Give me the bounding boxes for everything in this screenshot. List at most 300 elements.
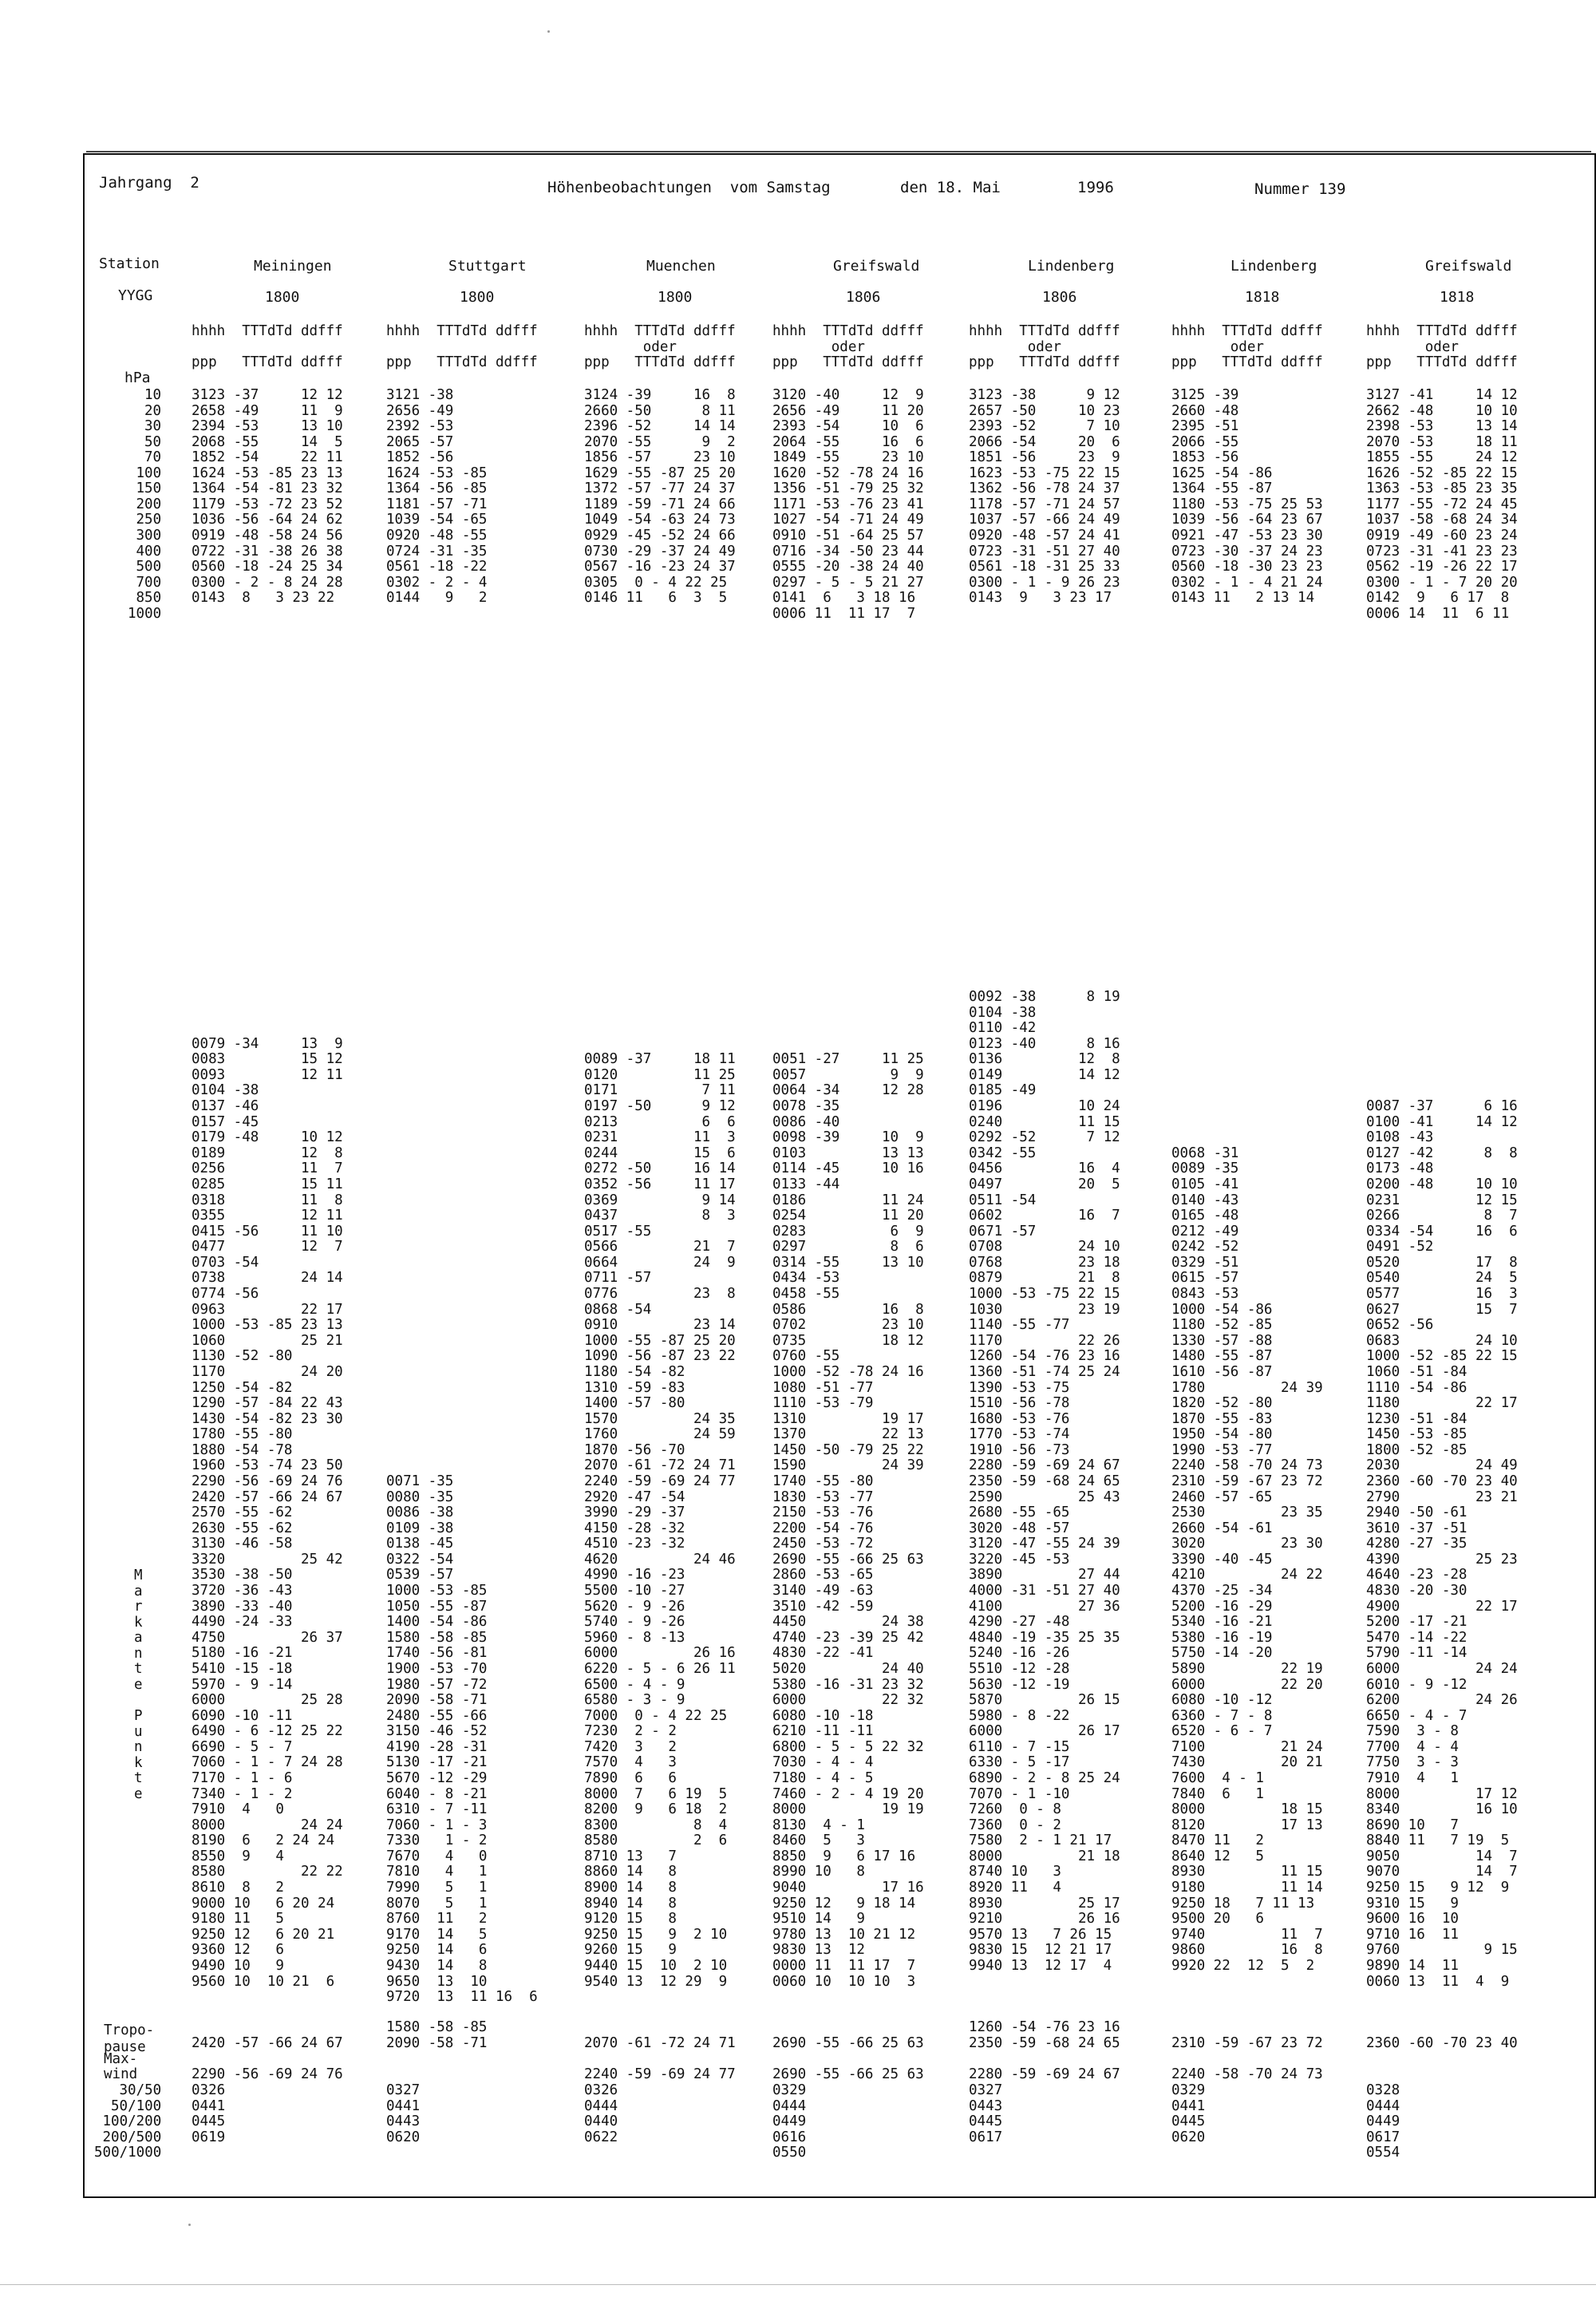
- column-header: hhhh TTTdTd ddfff: [772, 323, 924, 339]
- sig-level-row: 0093 12 11: [192, 1066, 343, 1083]
- std-level-row: 1629 -55 -87 25 20: [584, 465, 736, 481]
- sig-level-row: 0000 11 11 17 7: [772, 1957, 916, 1974]
- sig-level-row: 1000 -53 -75 22 15: [969, 1286, 1120, 1303]
- sig-level-row: 0355 12 11: [192, 1208, 343, 1224]
- std-level-row: 2070 -55 9 2: [584, 433, 736, 450]
- sig-level-row: 0586 16 8: [772, 1301, 924, 1318]
- sig-level-row: 6330 - 5 -17: [969, 1754, 1070, 1771]
- sig-level-row: 0434 -53: [772, 1270, 840, 1287]
- sig-level-row: 1110 -54 -86: [1366, 1379, 1468, 1396]
- sig-level-row: 1390 -53 -75: [969, 1379, 1070, 1396]
- sig-level-row: 5180 -16 -21: [192, 1645, 293, 1662]
- sig-level-row: 7170 - 1 - 6: [192, 1770, 293, 1786]
- station-name: Lindenberg: [1231, 258, 1317, 275]
- sig-level-row: 0254 11 20: [772, 1208, 924, 1224]
- sig-level-row: 0114 -45 10 16: [772, 1160, 924, 1177]
- column-header: oder: [1171, 338, 1264, 355]
- sig-level-row: 2360 -60 -70 23 40: [1366, 1473, 1518, 1489]
- sig-level-row: 1450 -53 -85: [1366, 1426, 1468, 1443]
- std-level-row: 1852 -56: [386, 449, 454, 466]
- sig-level-row: 7420 3 2: [584, 1738, 677, 1755]
- column-header: oder: [969, 338, 1061, 355]
- station-time: 1800: [265, 289, 300, 306]
- std-level-row: 1037 -58 -68 24 34: [1366, 512, 1518, 528]
- column-header: hhhh TTTdTd ddfff: [1366, 323, 1518, 339]
- std-level-row: 0910 -51 -64 25 57: [772, 527, 924, 544]
- sig-level-row: 3020 23 30: [1171, 1536, 1323, 1552]
- maxwind-row: 0441: [1171, 2097, 1206, 2114]
- sig-level-row: 0285 15 11: [192, 1176, 343, 1192]
- column-header: oder: [1366, 338, 1459, 355]
- sig-level-row: 0173 -48: [1366, 1160, 1434, 1177]
- sig-level-row: 7100 21 24: [1171, 1738, 1323, 1755]
- sig-level-row: 1960 -53 -74 23 50: [192, 1457, 343, 1474]
- sig-level-row: 0329 -51: [1171, 1254, 1239, 1271]
- station-name: Meiningen: [254, 258, 332, 275]
- sig-level-row: 0322 -54: [386, 1551, 454, 1568]
- sig-level-row: 1870 -56 -70: [584, 1441, 685, 1458]
- sig-level-row: 4150 -28 -32: [584, 1520, 685, 1536]
- sig-level-row: 1310 19 17: [772, 1410, 924, 1427]
- sig-level-row: 0671 -57: [969, 1223, 1037, 1239]
- sig-level-row: 4390 25 23: [1366, 1551, 1518, 1568]
- sig-level-row: 9540 13 12 29 9: [584, 1973, 728, 1990]
- sig-level-row: 1580 -58 -85: [386, 1629, 488, 1646]
- std-level-row: 0143 11 2 13 14: [1171, 590, 1315, 607]
- std-level-row: 0006 14 11 6 11: [1366, 605, 1510, 622]
- sig-level-row: 6080 -10 -18: [772, 1707, 874, 1724]
- level-label: 1000: [128, 605, 162, 622]
- maxwind-row: 0617: [969, 2129, 1003, 2145]
- sig-level-row: 8690 10 7: [1366, 1817, 1459, 1833]
- sig-level-row: 0517 -55: [584, 1223, 652, 1239]
- std-level-row: 0300 - 1 - 9 26 23: [969, 574, 1120, 591]
- sig-level-row: 8070 5 1: [386, 1895, 488, 1912]
- sig-level-row: 9250 18 7 11 13: [1171, 1895, 1315, 1912]
- sig-level-row: 8120 17 13: [1171, 1817, 1323, 1833]
- std-level-row: 1171 -53 -76 23 41: [772, 496, 924, 512]
- std-level-row: 2064 -55 16 6: [772, 433, 924, 450]
- page-title: Höhenbeobachtungen vom Samstag: [547, 179, 831, 196]
- sig-level-row: 0703 -54: [192, 1254, 259, 1271]
- column-header: ppp TTTdTd ddfff: [386, 354, 538, 370]
- std-level-row: 2065 -57: [386, 433, 454, 450]
- sig-level-row: 4640 -23 -28: [1366, 1567, 1468, 1583]
- sig-level-row: 7340 - 1 - 2: [192, 1785, 293, 1802]
- std-level-row: 1855 -55 24 12: [1366, 449, 1518, 466]
- std-level-row: 1626 -52 -85 22 15: [1366, 465, 1518, 481]
- sig-level-row: 1110 -53 -79: [772, 1395, 874, 1412]
- sig-level-row: 6000 25 28: [192, 1692, 343, 1709]
- sig-level-row: 0283 6 9: [772, 1223, 924, 1239]
- sig-level-row: 9360 12 6: [192, 1942, 284, 1959]
- std-level-row: 0297 - 5 - 5 21 27: [772, 574, 924, 591]
- sig-level-row: 4510 -23 -32: [584, 1536, 685, 1552]
- std-level-row: 0567 -16 -23 24 37: [584, 559, 736, 575]
- std-level-row: 0730 -29 -37 24 49: [584, 543, 736, 559]
- sig-level-row: 9210 26 16: [969, 1911, 1120, 1927]
- sig-level-row: 8000 21 18: [969, 1848, 1120, 1864]
- sig-level-row: 1030 23 19: [969, 1301, 1120, 1318]
- sig-level-row: 0080 -35: [386, 1489, 454, 1505]
- sig-level-row: 6800 - 5 - 5 22 32: [772, 1738, 924, 1755]
- std-level-row: 3125 -39: [1171, 387, 1239, 403]
- column-header: oder: [584, 338, 677, 355]
- maxwind-row: 2290 -56 -69 24 76: [192, 2066, 343, 2083]
- sig-level-row: 1450 -50 -79 25 22: [772, 1441, 924, 1458]
- column-header: ppp TTTdTd ddfff: [1366, 354, 1518, 370]
- std-level-row: 0146 11 6 3 5: [584, 590, 728, 607]
- sig-level-row: 0497 20 5: [969, 1176, 1120, 1192]
- sig-level-row: 1000 -53 -85: [386, 1583, 488, 1599]
- sig-level-row: 6490 - 6 -12 25 22: [192, 1723, 343, 1740]
- sig-level-row: 9250 15 9 2 10: [584, 1926, 728, 1943]
- sig-level-row: 9830 15 12 21 17: [969, 1942, 1112, 1959]
- sig-level-row: 1330 -57 -88: [1171, 1332, 1273, 1349]
- std-level-row: 1852 -54 22 11: [192, 449, 343, 466]
- sig-level-row: 2630 -55 -62: [192, 1520, 293, 1536]
- column-header: hhhh TTTdTd ddfff: [386, 323, 538, 339]
- sig-level-row: 5500 -10 -27: [584, 1583, 685, 1599]
- sig-level-row: 0157 -45: [192, 1113, 259, 1130]
- sig-level-row: 9490 10 9: [192, 1957, 284, 1974]
- sig-level-row: 0137 -46: [192, 1098, 259, 1115]
- sig-level-row: 7990 5 1: [386, 1880, 488, 1896]
- sig-level-row: 9000 10 6 20 24: [192, 1895, 335, 1912]
- sig-level-row: 8740 10 3: [969, 1864, 1061, 1880]
- sig-level-row: 0140 -43: [1171, 1192, 1239, 1208]
- std-level-row: 0561 -18 -22: [386, 559, 488, 575]
- sig-level-row: 0060 10 10 10 3: [772, 1973, 916, 1990]
- sig-level-row: 6200 24 26: [1366, 1692, 1518, 1709]
- std-level-row: 1372 -57 -77 24 37: [584, 480, 736, 497]
- sig-level-row: 1130 -52 -80: [192, 1348, 293, 1365]
- sig-level-row: 2350 -59 -68 24 65: [969, 1473, 1120, 1489]
- std-level-row: 0722 -31 -38 26 38: [192, 543, 343, 559]
- sig-level-row: 6000 22 32: [772, 1692, 924, 1709]
- maxwind-row: 0327: [969, 2082, 1003, 2098]
- sig-level-row: 4830 -20 -30: [1366, 1583, 1468, 1599]
- sig-level-row: 0910 23 14: [584, 1317, 736, 1334]
- sig-level-row: 0702 23 10: [772, 1317, 924, 1334]
- sig-level-row: 1290 -57 -84 22 43: [192, 1395, 343, 1412]
- maxwind-row: 0617: [1366, 2129, 1400, 2145]
- sig-level-row: 0708 24 10: [969, 1239, 1120, 1255]
- std-level-row: 1178 -57 -71 24 57: [969, 496, 1120, 512]
- sig-level-row: 9570 13 7 26 15: [969, 1926, 1112, 1943]
- station-time: 1800: [460, 289, 495, 306]
- station-name: Lindenberg: [1028, 258, 1115, 275]
- sig-level-row: 1990 -53 -77: [1171, 1441, 1273, 1458]
- maxwind-row: 0444: [1366, 2097, 1400, 2114]
- page-bottom-rule: [0, 2284, 1596, 2285]
- column-header: hhhh TTTdTd ddfff: [969, 323, 1120, 339]
- maxwind-text: 30/50: [119, 2082, 162, 2098]
- sig-level-row: 6210 -11 -11: [772, 1723, 874, 1740]
- sig-level-row: 6090 -10 -11: [192, 1707, 293, 1724]
- maxwind-text: 200/500: [102, 2129, 162, 2145]
- maxwind-row: 2240 -59 -69 24 77: [584, 2066, 736, 2083]
- sig-level-row: 8930 11 15: [1171, 1864, 1323, 1880]
- sig-level-row: 7910 4 1: [1366, 1770, 1459, 1786]
- maxwind-row: 0328: [1366, 2082, 1400, 2098]
- sig-level-row: 0127 -42 8 8: [1366, 1145, 1518, 1161]
- sig-level-row: 0109 -38: [386, 1520, 454, 1536]
- sig-level-row: 1360 -51 -74 25 24: [969, 1363, 1120, 1380]
- sig-level-row: 9050 14 7: [1366, 1848, 1518, 1864]
- hpa-label: hPa: [124, 370, 151, 386]
- sig-level-row: 1090 -56 -87 23 22: [584, 1348, 736, 1365]
- sig-level-row: 4750 26 37: [192, 1629, 343, 1646]
- sig-level-row: 7810 4 1: [386, 1864, 488, 1880]
- column-header: ppp TTTdTd ddfff: [1171, 354, 1323, 370]
- sig-level-row: 5630 -12 -19: [969, 1676, 1070, 1693]
- sig-level-row: 0272 -50 16 14: [584, 1160, 736, 1177]
- sig-level-row: 0057 9 9: [772, 1066, 924, 1083]
- sig-level-row: 0087 -37 6 16: [1366, 1098, 1518, 1115]
- sig-level-row: 0185 -49: [969, 1082, 1037, 1099]
- sig-level-row: 1480 -55 -87: [1171, 1348, 1273, 1365]
- sig-level-row: 9250 14 6: [386, 1942, 488, 1959]
- sig-level-row: 0071 -35: [386, 1473, 454, 1489]
- sig-level-row: 0963 22 17: [192, 1301, 343, 1318]
- std-level-row: 0143 8 3 23 22: [192, 590, 335, 607]
- sig-level-row: 9510 14 9: [772, 1911, 865, 1927]
- sig-level-row: 9260 15 9: [584, 1942, 677, 1959]
- sig-level-row: 2590 25 43: [969, 1489, 1120, 1505]
- level-label: 150: [136, 480, 162, 497]
- std-level-row: 1364 -55 -87: [1171, 480, 1273, 497]
- sig-level-row: 7700 4 - 4: [1366, 1738, 1459, 1755]
- std-level-row: 1624 -53 -85 23 13: [192, 465, 343, 481]
- std-level-row: 0723 -31 -51 27 40: [969, 543, 1120, 559]
- sig-level-row: 0738 24 14: [192, 1270, 343, 1287]
- sig-level-row: 0242 -52: [1171, 1239, 1239, 1255]
- sig-level-row: 1400 -54 -86: [386, 1614, 488, 1631]
- sig-level-row: 2420 -57 -66 24 67: [192, 1489, 343, 1505]
- marked-points-letter: P: [134, 1707, 143, 1724]
- sig-level-row: 0089 -37 18 11: [584, 1051, 736, 1068]
- issue-number: Nummer 139: [1254, 180, 1346, 198]
- std-level-row: 2066 -54 20 6: [969, 433, 1120, 450]
- tropopause-row: 2350 -59 -68 24 65: [969, 2035, 1120, 2051]
- sig-level-row: 2690 -55 -66 25 63: [772, 1551, 924, 1568]
- sig-level-row: 2530 23 35: [1171, 1504, 1323, 1521]
- sig-level-row: 1180 -54 -82: [584, 1363, 685, 1380]
- std-level-row: 0724 -31 -35: [386, 543, 488, 559]
- std-level-row: 1364 -54 -81 23 32: [192, 480, 343, 497]
- sig-level-row: 6010 - 9 -12: [1366, 1676, 1468, 1693]
- sig-level-row: 4990 -16 -23: [584, 1567, 685, 1583]
- marked-points-letter: n: [134, 1739, 143, 1756]
- std-level-row: 1039 -56 -64 23 67: [1171, 512, 1323, 528]
- std-level-row: 2066 -55: [1171, 433, 1239, 450]
- maxwind-row: 0449: [772, 2113, 807, 2130]
- level-label: 10: [144, 387, 162, 403]
- station-name: Greifswald: [833, 258, 920, 275]
- sig-level-row: 1590 24 39: [772, 1457, 924, 1474]
- sig-level-row: 6310 - 7 -11: [386, 1801, 488, 1818]
- sig-level-row: 7360 0 - 2: [969, 1817, 1061, 1833]
- maxwind-row: 0550: [772, 2145, 807, 2161]
- sig-level-row: 0149 14 12: [969, 1066, 1120, 1083]
- sig-level-row: 8000 18 15: [1171, 1801, 1323, 1818]
- std-level-row: 0921 -47 -53 23 30: [1171, 527, 1323, 544]
- sig-level-row: 0231 12 15: [1366, 1192, 1518, 1208]
- tropopause-row: 2420 -57 -66 24 67: [192, 2035, 343, 2051]
- sig-level-row: 9920 22 12 5 2: [1171, 1957, 1315, 1974]
- sig-level-row: 3320 25 42: [192, 1551, 343, 1568]
- std-level-row: 0562 -19 -26 22 17: [1366, 559, 1518, 575]
- sig-level-row: 7600 4 - 1: [1171, 1770, 1264, 1786]
- sig-level-row: 6580 - 3 - 9: [584, 1692, 685, 1709]
- sig-level-row: 8930 25 17: [969, 1895, 1120, 1912]
- sig-level-row: 2240 -59 -69 24 77: [584, 1473, 736, 1489]
- level-label: 850: [136, 590, 162, 607]
- maxwind-row: 0326: [584, 2082, 618, 2098]
- std-level-row: 0561 -18 -31 25 33: [969, 559, 1120, 575]
- sig-level-row: 0110 -42: [969, 1020, 1037, 1037]
- std-level-row: 1856 -57 23 10: [584, 449, 736, 466]
- std-level-row: 1037 -57 -66 24 49: [969, 512, 1120, 528]
- marked-points-letter: k: [134, 1614, 143, 1631]
- sig-level-row: 8000 19 19: [772, 1801, 924, 1818]
- marked-points-letter: k: [134, 1754, 143, 1771]
- sig-level-row: 2280 -59 -69 24 67: [969, 1457, 1120, 1474]
- sig-level-row: 5410 -15 -18: [192, 1660, 293, 1677]
- tropopause-text: pause: [104, 2039, 146, 2055]
- std-level-row: 2394 -53 13 10: [192, 418, 343, 435]
- sig-level-row: 9250 12 9 18 14: [772, 1895, 916, 1912]
- std-level-row: 0006 11 11 17 7: [772, 605, 916, 622]
- maxwind-row: 0443: [386, 2113, 421, 2130]
- sig-level-row: 0577 16 3: [1366, 1286, 1518, 1303]
- sig-level-row: 0415 -56 11 10: [192, 1223, 343, 1239]
- sig-level-row: 3890 -33 -40: [192, 1598, 293, 1615]
- std-level-row: 3123 -38 9 12: [969, 387, 1120, 403]
- sig-level-row: 1950 -54 -80: [1171, 1426, 1273, 1443]
- sig-level-row: 0458 -55: [772, 1286, 840, 1303]
- sig-level-row: 7430 20 21: [1171, 1754, 1323, 1771]
- station-name: Muenchen: [646, 258, 716, 275]
- sig-level-row: 6080 -10 -12: [1171, 1692, 1273, 1709]
- sig-level-row: 8000 17 12: [1366, 1785, 1518, 1802]
- sig-level-row: 1880 -54 -78: [192, 1441, 293, 1458]
- maxwind-row: 2280 -59 -69 24 67: [969, 2066, 1120, 2083]
- sig-level-row: 7000 0 - 4 22 25: [584, 1707, 728, 1724]
- sig-level-row: 0197 -50 9 12: [584, 1098, 736, 1115]
- column-header: hhhh TTTdTd ddfff: [1171, 323, 1323, 339]
- marked-points-letter: e: [134, 1785, 143, 1802]
- sig-level-row: 9720 13 11 16 6: [386, 1989, 538, 2006]
- sig-level-row: 3220 -45 -53: [969, 1551, 1070, 1568]
- sig-level-row: 4280 -27 -35: [1366, 1536, 1468, 1552]
- sig-level-row: 0520 17 8: [1366, 1254, 1518, 1271]
- maxwind-row: 0445: [1171, 2113, 1206, 2130]
- scan-speck: [188, 2224, 191, 2226]
- sig-level-row: 7070 - 1 -10: [969, 1785, 1070, 1802]
- maxwind-row: 0441: [386, 2097, 421, 2114]
- std-level-row: 2392 -53: [386, 418, 454, 435]
- std-level-row: 1620 -52 -78 24 16: [772, 465, 924, 481]
- sig-level-row: 3720 -36 -43: [192, 1583, 293, 1599]
- sig-level-row: 9180 11 14: [1171, 1880, 1323, 1896]
- maxwind-text: 100/200: [102, 2113, 162, 2130]
- sig-level-row: 2790 23 21: [1366, 1489, 1518, 1505]
- sig-level-row: 1740 -55 -80: [772, 1473, 874, 1489]
- sig-level-row: 8860 14 8: [584, 1864, 677, 1880]
- sig-level-row: 5240 -16 -26: [969, 1645, 1070, 1662]
- sig-level-row: 7330 1 - 2: [386, 1832, 488, 1849]
- sig-level-row: 0652 -56: [1366, 1317, 1434, 1334]
- sig-level-row: 9170 14 5: [386, 1926, 488, 1943]
- sig-level-row: 1000 -52 -78 24 16: [772, 1363, 924, 1380]
- sig-level-row: 2150 -53 -76: [772, 1504, 874, 1521]
- std-level-row: 2068 -55 14 5: [192, 433, 343, 450]
- level-label: 500: [136, 559, 162, 575]
- sig-level-row: 3150 -46 -52: [386, 1723, 488, 1740]
- sig-level-row: 3890 27 44: [969, 1567, 1120, 1583]
- sig-level-row: 1180 -52 -85: [1171, 1317, 1273, 1334]
- maxwind-text: 50/100: [111, 2097, 162, 2114]
- sig-level-row: 0078 -35: [772, 1098, 840, 1115]
- sig-level-row: 8640 12 5: [1171, 1848, 1264, 1864]
- std-level-row: 0919 -48 -58 24 56: [192, 527, 343, 544]
- sig-level-row: 1800 -52 -85: [1366, 1441, 1468, 1458]
- year: 1996: [1077, 179, 1114, 196]
- std-level-row: 0143 9 3 23 17: [969, 590, 1112, 607]
- level-label: 400: [136, 543, 162, 559]
- std-level-row: 3121 -38: [386, 387, 454, 403]
- sig-level-row: 9440 15 10 2 10: [584, 1957, 728, 1974]
- sig-level-row: 2290 -56 -69 24 76: [192, 1473, 343, 1489]
- sig-level-row: 4490 -24 -33: [192, 1614, 293, 1631]
- sig-level-row: 4370 -25 -34: [1171, 1583, 1273, 1599]
- sig-level-row: 1170 22 26: [969, 1332, 1120, 1349]
- std-level-row: 3127 -41 14 12: [1366, 387, 1518, 403]
- sig-level-row: 9500 20 6: [1171, 1911, 1264, 1927]
- sig-level-row: 0456 16 4: [969, 1160, 1120, 1177]
- sig-level-row: 0231 11 3: [584, 1129, 736, 1146]
- station-time: 1818: [1245, 289, 1280, 306]
- sig-level-row: 2660 -54 -61: [1171, 1520, 1273, 1536]
- jahrgang: Jahrgang 2: [99, 174, 200, 192]
- sig-level-row: 1230 -51 -84: [1366, 1410, 1468, 1427]
- maxwind-row: 2240 -58 -70 24 73: [1171, 2066, 1323, 2083]
- std-level-row: 2656 -49: [386, 402, 454, 419]
- sig-level-row: 0083 15 12: [192, 1051, 343, 1068]
- sig-level-row: 7750 3 - 3: [1366, 1754, 1459, 1771]
- sig-level-row: 1680 -53 -76: [969, 1410, 1070, 1427]
- sig-level-row: 0843 -53: [1171, 1286, 1239, 1303]
- sig-level-row: 9180 11 5: [192, 1911, 284, 1927]
- sig-level-row: 5340 -16 -21: [1171, 1614, 1273, 1631]
- sig-level-row: 1780 24 39: [1171, 1379, 1323, 1396]
- tropopause-row: 2090 -58 -71: [386, 2035, 488, 2051]
- sig-level-row: 5980 - 8 -22: [969, 1707, 1070, 1724]
- sig-level-row: 1740 -56 -81: [386, 1645, 488, 1662]
- std-level-row: 1181 -57 -71: [386, 496, 488, 512]
- std-level-row: 0723 -31 -41 23 23: [1366, 543, 1518, 559]
- sig-level-row: 8340 16 10: [1366, 1801, 1518, 1818]
- sig-level-row: 4830 -22 -41: [772, 1645, 874, 1662]
- sig-level-row: 6000 22 20: [1171, 1676, 1323, 1693]
- sig-level-row: 9430 14 8: [386, 1957, 488, 1974]
- sig-level-row: 6040 - 8 -21: [386, 1785, 488, 1802]
- sig-level-row: 1770 -53 -74: [969, 1426, 1070, 1443]
- sig-level-row: 6520 - 6 - 7: [1171, 1723, 1273, 1740]
- std-level-row: 0929 -45 -52 24 66: [584, 527, 736, 544]
